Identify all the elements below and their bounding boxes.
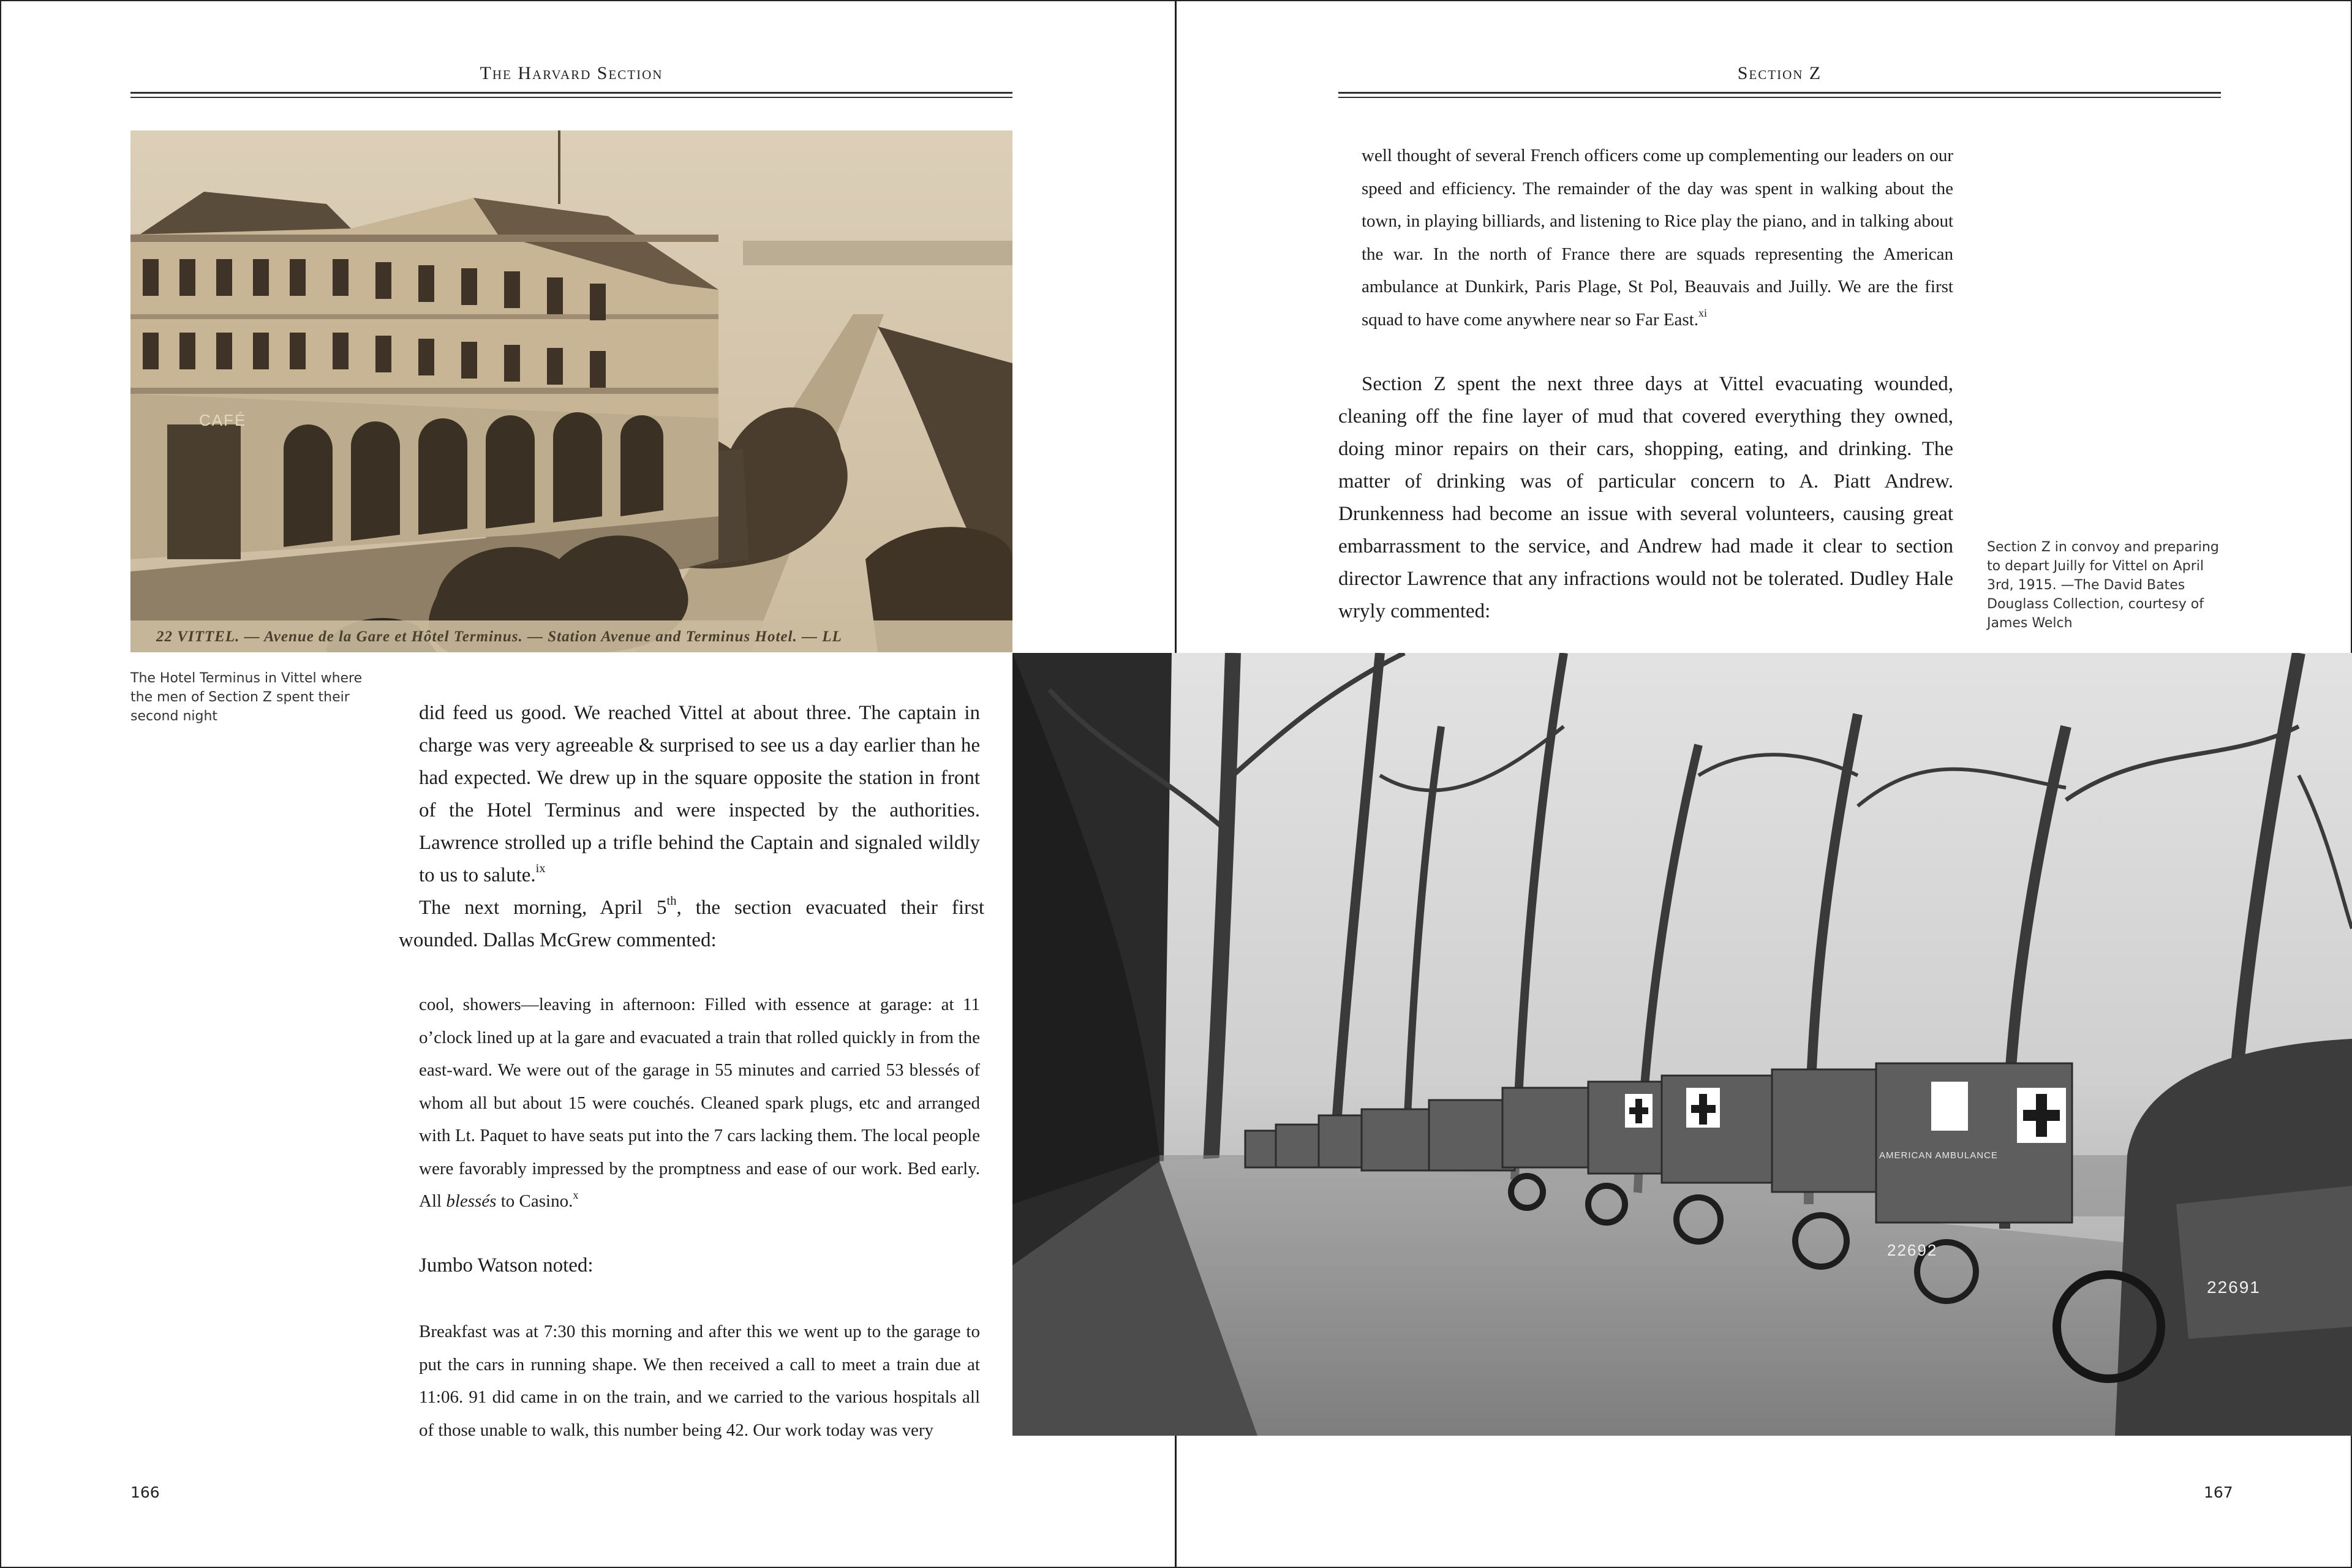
convoy-truck-number-1: 22692 <box>1887 1241 1938 1259</box>
left-page-number: 166 <box>130 1483 160 1501</box>
left-paragraph-1-text: did feed us good. We reached Vittel at about three. The captain in charge was very agreeable & surprised to see us a day earlier than he had expected. We drew up in the square opposite the station in front of the Hotel Terminus and were inspected by the authorities. Lawrence strolled up a trifle behind the Captain and signaled wildly to us to salute. <box>419 702 980 886</box>
postcard-sign-cafe: CAFÉ <box>199 411 247 429</box>
jumbo-watson-line: Jumbo Watson noted: <box>419 1254 594 1276</box>
watson-extract: Breakfast was at 7:30 this morning and after this we went up to the garage to put the cars in running shape. We then received a call to meet a train due at 11:06. 91 did came in on the train, and we carried to the various hospitals all of those unable to walk, this number being 42. Our work today was very <box>419 1322 980 1440</box>
endnote-x: x <box>573 1188 579 1201</box>
left-header-rule <box>130 92 1012 98</box>
para2-text-a: The next morning, April 5 <box>419 897 667 919</box>
left-paragraph-1 <box>419 697 980 892</box>
right-running-head: Section Z <box>1737 63 1822 83</box>
convoy-photo <box>1012 653 2352 1436</box>
left-running-head: The Harvard Section <box>480 63 663 83</box>
hotel-photo-caption: The Hotel Terminus in Vittel where the men of Section Z spent their second night <box>130 671 363 724</box>
convoy-truck-lettering: AMERICAN AMBULANCE <box>1879 1150 1998 1161</box>
endnote-ix: ix <box>535 861 546 875</box>
para2-superscript: th <box>666 894 677 908</box>
convoy-truck-number-2: 22691 <box>2207 1278 2261 1297</box>
hotel-terminus-illustration <box>130 130 1012 652</box>
mcgrew-extract <box>419 989 980 1218</box>
para2-text-b: , the section evacuated their first wounded. Dallas McGrew commented: <box>399 897 984 951</box>
endnote-xi: xi <box>1698 307 1707 320</box>
mcgrew-extract-emphasis: blessés <box>446 1191 497 1211</box>
mcgrew-extract-text-a: cool, showers—leaving in afternoon: Filled with essence at garage: at 11 o’clock lined up at la gare and evacuated a train that rolled quickly in from the east-ward. We were out of the garage in 55 minutes and carried 53 blessés of whom all but about 15 were couchés. Cleaned spark plugs, etc and arranged with Lt. Paquet to have seats put into the 7 cars lacking them. The local people were favorably impressed by the promptness and ease of our work. Bed early. All <box>419 995 980 1211</box>
right-paragraph: Section Z spent the next three days at Vittel evacuating wounded, cleaning off the fine layer of mud that covered everything they owned, doing minor repairs on their cars, shopping, eating, and drinking. The matter of drinking was of particular concern to A. Piatt Andrew. Drunkenness had become an issue with several volunteers, causing great embarrassment to the service, and Andrew had made it clear to section director Lawrence that any infractions would not be tolerated. Dudley Hale wryly commented: <box>1338 373 1953 622</box>
convoy-photo-caption: Section Z in convoy and preparing to depart Juilly for Vittel on April 3rd, 1915. —The David Bates Douglass Collection, courtesy of James Welch <box>1987 540 2219 631</box>
postcard-caption: 22 VITTEL. — Avenue de la Gare et Hôtel Terminus. — Station Avenue and Terminus Hotel. — LL <box>156 628 842 645</box>
right-page-number: 167 <box>2204 1483 2233 1501</box>
hotel-terminus-photo <box>130 130 1012 652</box>
convoy-illustration <box>1012 653 2352 1436</box>
mcgrew-extract-text-b: to Casino. <box>496 1191 573 1211</box>
right-extract <box>1362 140 1953 336</box>
left-paragraph-2 <box>399 892 984 957</box>
right-header-rule <box>1338 92 2221 98</box>
right-extract-text: well thought of several French officers come up complementing our leaders on our speed and efficiency. The remainder of the day was spent in walking about the town, in playing billiards, and listening to Rice play the piano, and in talking about the war. In the north of France there are squads representing the American ambulance at Dunkirk, Paris Plage, St Pol, Beauvais and Juilly. We are the first squad to have come anywhere near so Far East. <box>1362 146 1953 330</box>
